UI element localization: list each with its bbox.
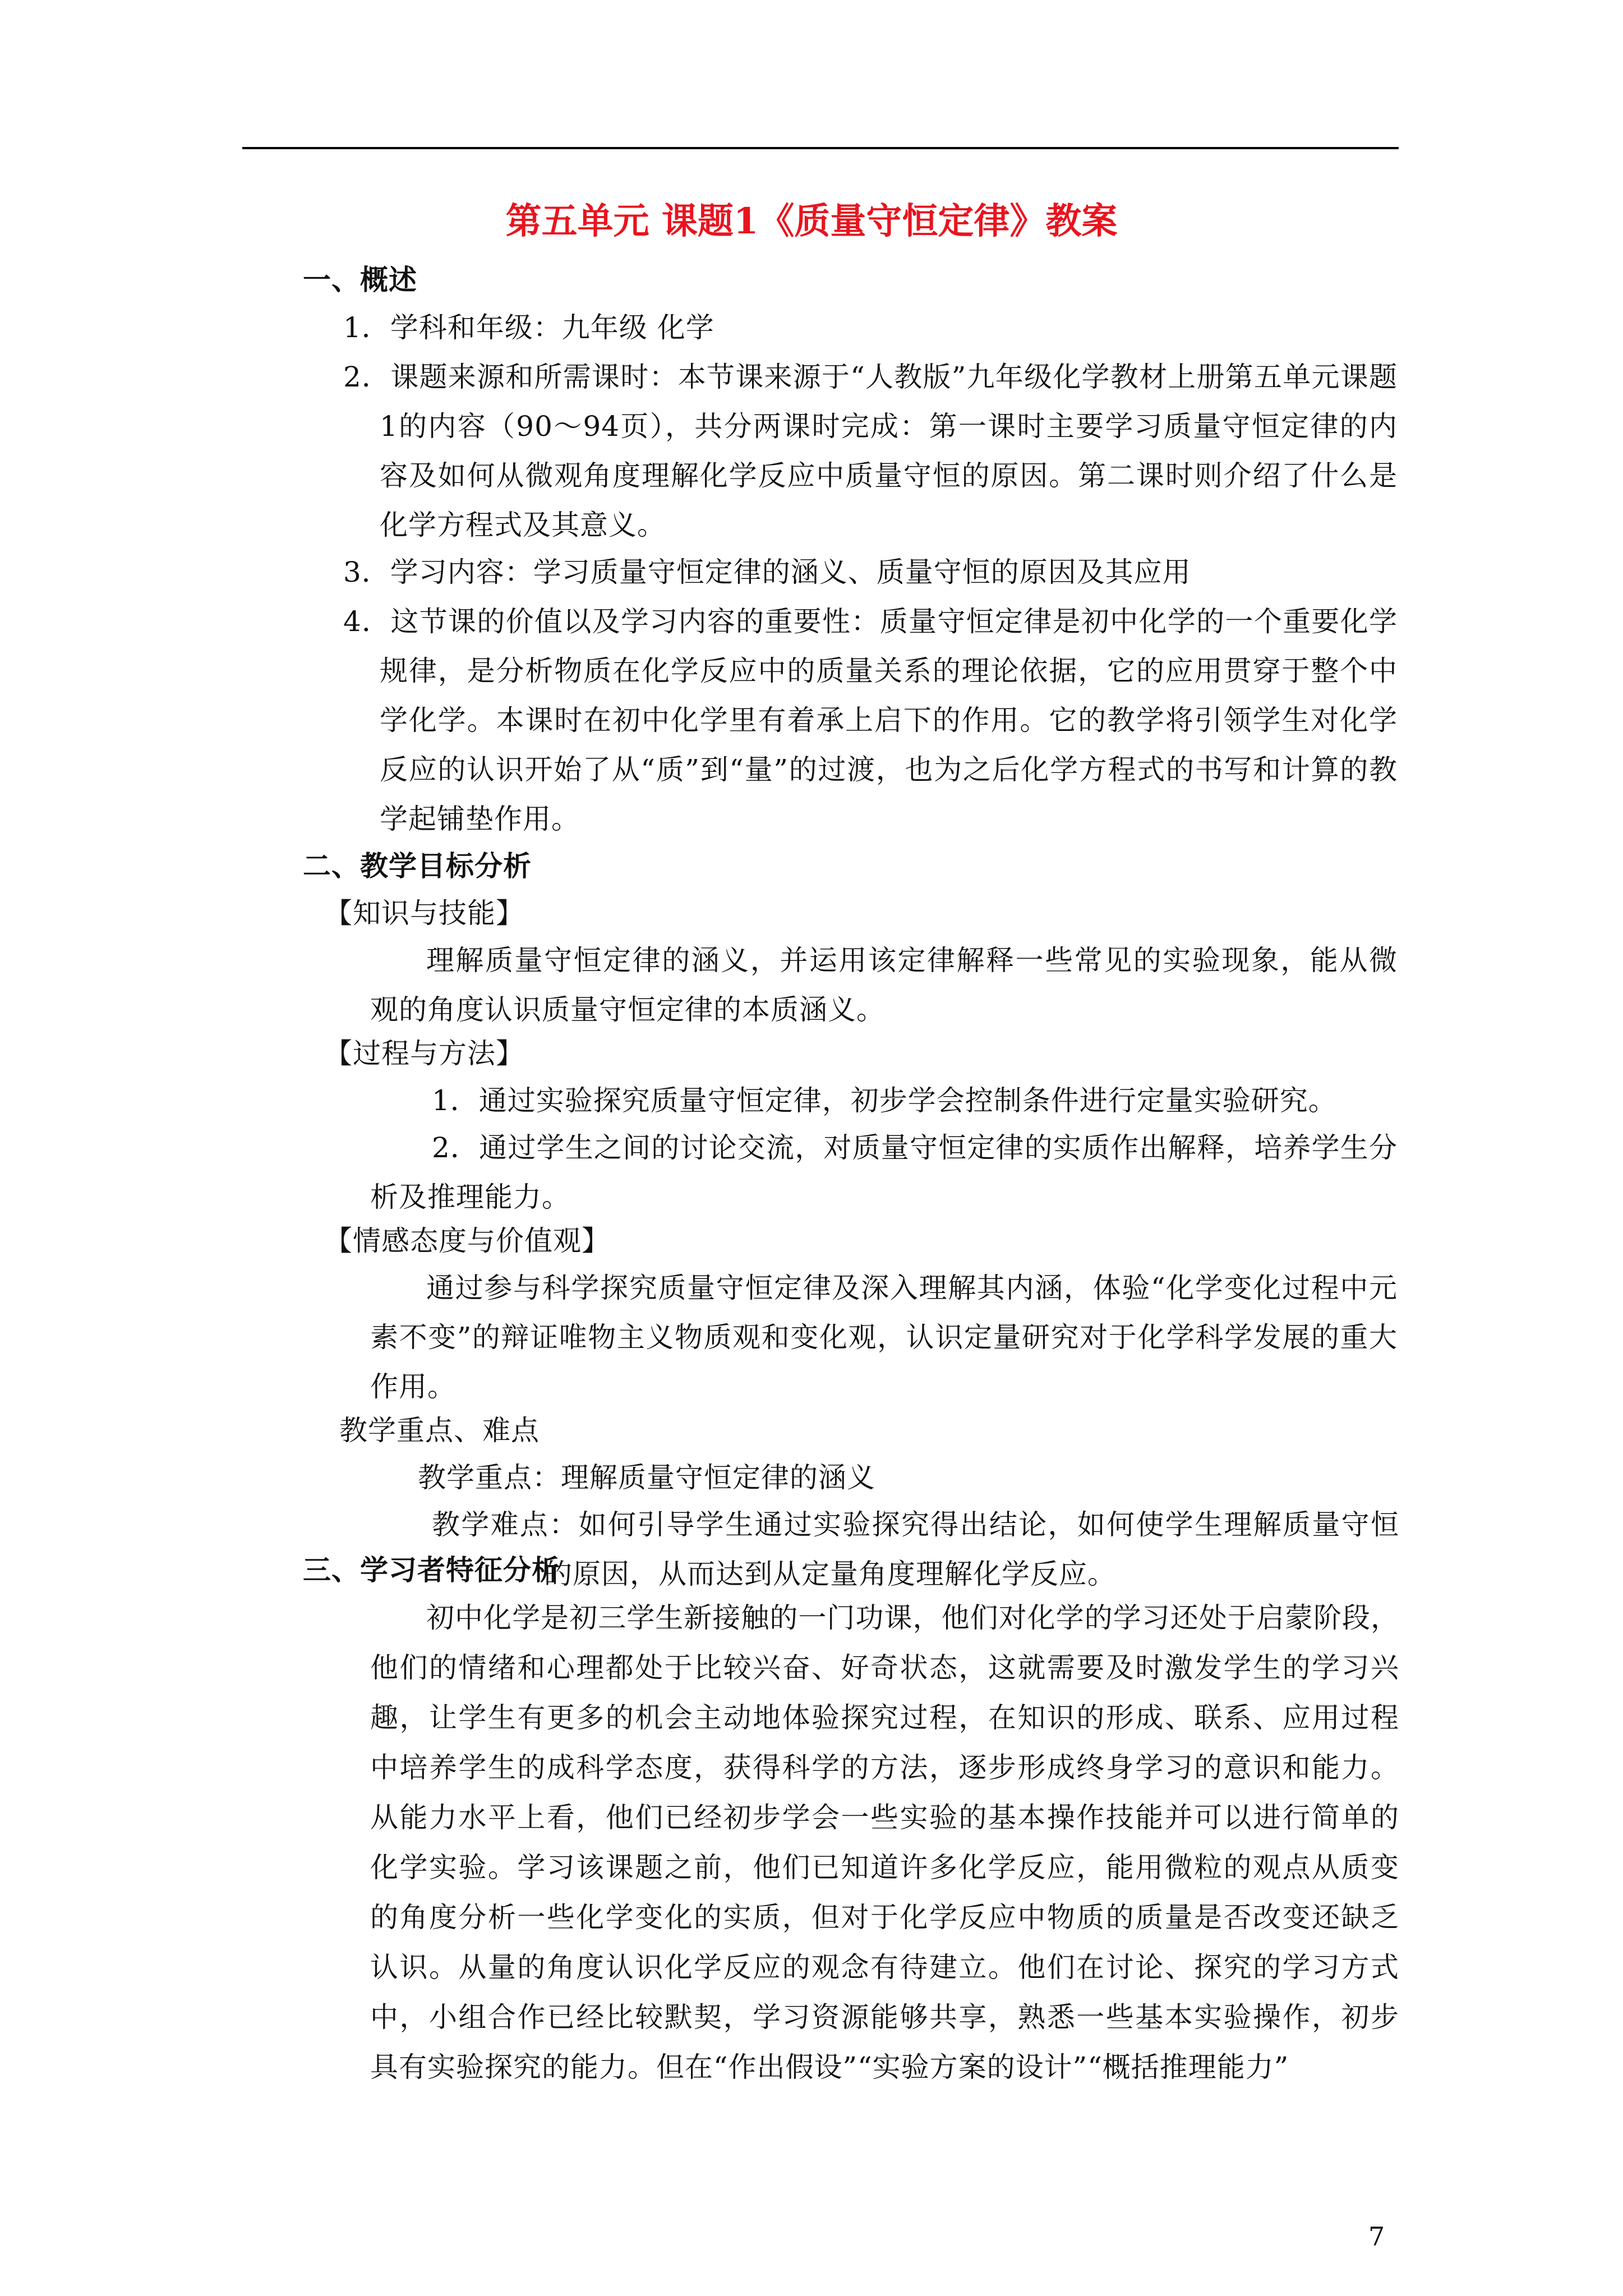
section-heading-overview: 一、概述 [303,263,417,296]
knowledge-skills-label: 【知识与技能】 [324,897,524,930]
teaching-difficulty: 教学难点：如何引导学生通过实验探究得出结论，如何使学生理解质量守恒的原因，从而达到从定量角度理解化学反应。 [432,1508,1399,1590]
learner-analysis-text: 初中化学是初三学生新接触的一门功课，他们对化学的学习还处于启蒙阶段，他们的情绪和心理都处于比较兴奋、好奇状态，这就需要及时激发学生的学习兴趣，让学生有更多的机会主动地体验探究过程，在知识的形成、联系、应用过程中培养学生的成科学态度，获得科学的方法，逐步形成终身学习的意识和能力。从能力水平上看，他们已经初步学会一些实验的基本操作技能并可以进行简单的化学实验。学习该课题之前，他们已知道许多化学反应，能用微粒的观点从质变的角度分析一些化学变化的实质，但对于化学反应中物质的质量是否改变还缺乏认识。从量的角度认识化学反应的观念有待建立。他们在讨论、探究的学习方式中，小组合作已经比较默契，学习资源能够共享，熟悉一些基本实验操作，初步具有实验探究的能力。但在“作出假设”“实验方案的设计”“概括推理能力” [370,1602,1399,2083]
page-number: 7 [1368,2221,1385,2252]
section-heading-learners: 三、学习者特征分析 [303,1553,560,1586]
teaching-focus: 教学重点：理解质量守恒定律的涵义 [418,1461,875,1494]
focus-difficulty-label: 教学重点、难点 [339,1414,540,1447]
emotion-values-label: 【情感态度与价值观】 [324,1225,610,1257]
document-title: 第五单元 课题1《质量守恒定律》教案 [505,200,1118,242]
section-heading-objectives: 二、教学目标分析 [303,849,532,882]
overview-item-1: 1．学科和年级：九年级 化学 [343,311,714,344]
overview-item-4: 4．这节课的价值以及学习内容的重要性：质量守恒定律是初中化学的一个重要化学规律，是分析物质在化学反应中的质量关系的理论依据，它的应用贯穿于整个中学化学。本课时在初中化学里有着承上启下的作用。它的教学将引领学生对化学反应的认识开始了从“质”到“量”的过渡，也为之后化学方程式的书写和计算的教学起铺垫作用。 [343,605,1398,835]
emotion-values-text: 通过参与科学探究质量守恒定律及深入理解其内涵，体验“化学变化过程中元素不变”的辩证唯物主义物质观和变化观，认识定量研究对于化学科学发展的重大作用。 [370,1272,1398,1403]
overview-item-2: 2．课题来源和所需课时：本节课来源于“人教版”九年级化学教材上册第五单元课题1的内容（90～94页），共分两课时完成：第一课时主要学习质量守恒定律的内容及如何从微观角度理解化学反应中质量守恒的原因。第二课时则介绍了什么是化学方程式及其意义。 [343,361,1398,541]
knowledge-skills-text: 理解质量守恒定律的涵义，并运用该定律解释一些常见的实验现象，能从微观的角度认识质量守恒定律的本质涵义。 [370,944,1398,1026]
process-methods-label: 【过程与方法】 [324,1037,524,1070]
header-rule [242,147,1399,149]
process-item-1: 1．通过实验探究质量守恒定律，初步学会控制条件进行定量实验研究。 [432,1084,1337,1117]
overview-item-3: 3．学习内容：学习质量守恒定律的涵义、质量守恒的原因及其应用 [343,556,1191,588]
process-item-2: 2．通过学生之间的讨论交流，对质量守恒定律的实质作出解释，培养学生分析及推理能力。 [370,1131,1398,1213]
